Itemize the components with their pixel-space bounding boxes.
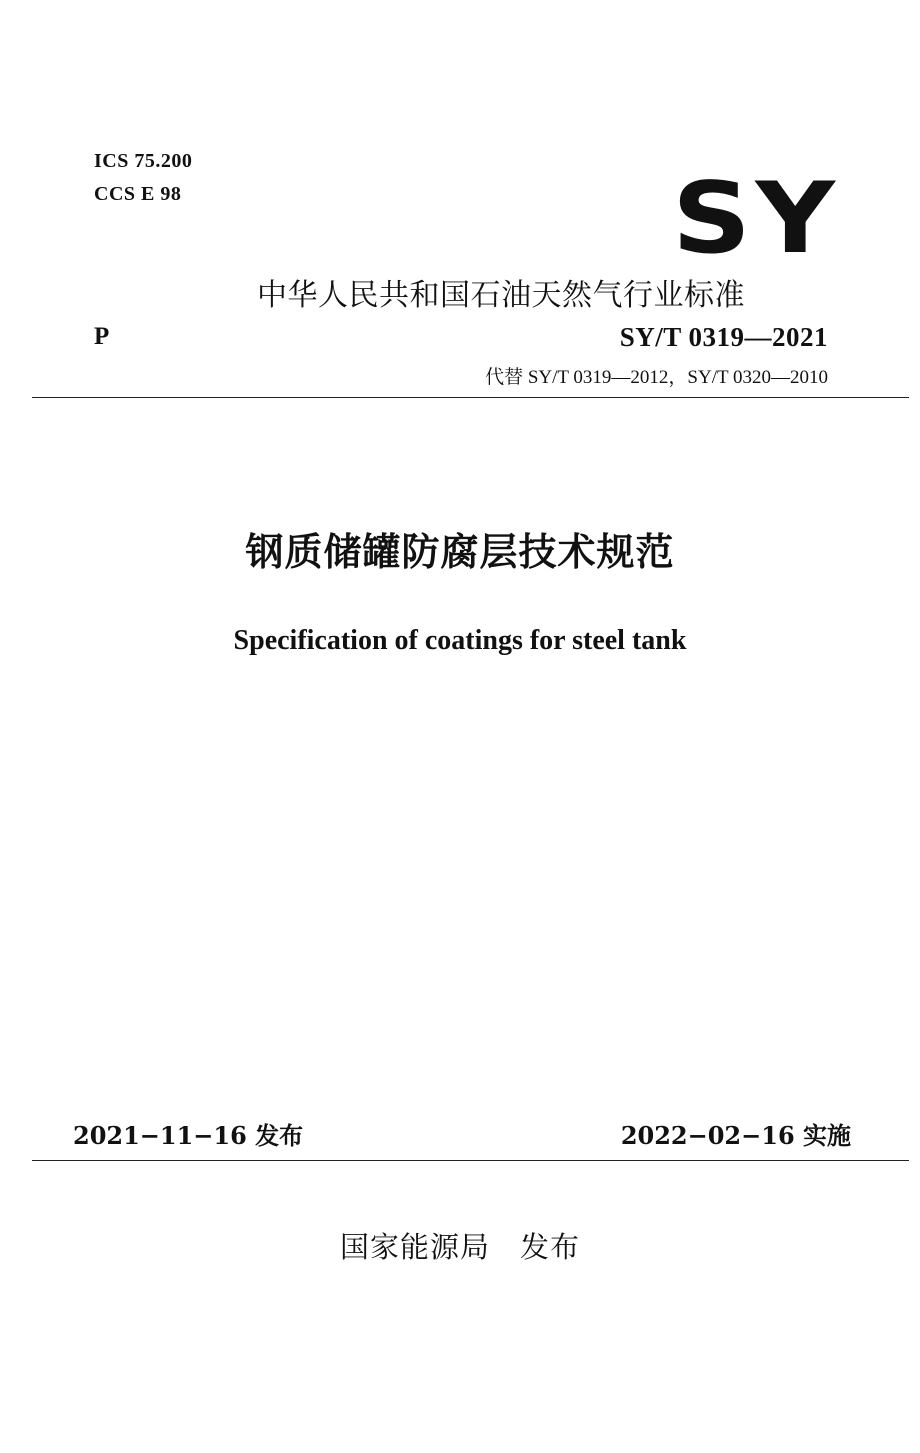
standard-number: SY/T 0319—2021: [619, 322, 828, 352]
replaces-note: 代替 SY/T 0319—2012，SY/T 0320—2010: [485, 367, 828, 388]
sy-logo: SY: [672, 162, 840, 276]
ics-code: ICS 75.200: [94, 150, 193, 172]
issuer-line: [0, 1225, 920, 1266]
issuer-name: 国家能源局: [339, 1230, 490, 1264]
header-divider: [32, 397, 909, 398]
issuer-action: 发布: [520, 1230, 581, 1264]
standard-category-title: 中华人民共和国石油天然气行业标准: [257, 278, 745, 313]
footer-divider: [32, 1160, 909, 1161]
ccs-code: CCS E 98: [94, 183, 182, 205]
publication-date: 2021−11−16 发布: [73, 1121, 304, 1150]
document-title-english: Specification of coatings for steel tank: [233, 625, 687, 656]
implementation-date: 2022−02−16 实施: [620, 1121, 851, 1150]
document-title-chinese: 钢质储罐防腐层技术规范: [245, 530, 675, 574]
classification-letter: P: [94, 323, 110, 350]
